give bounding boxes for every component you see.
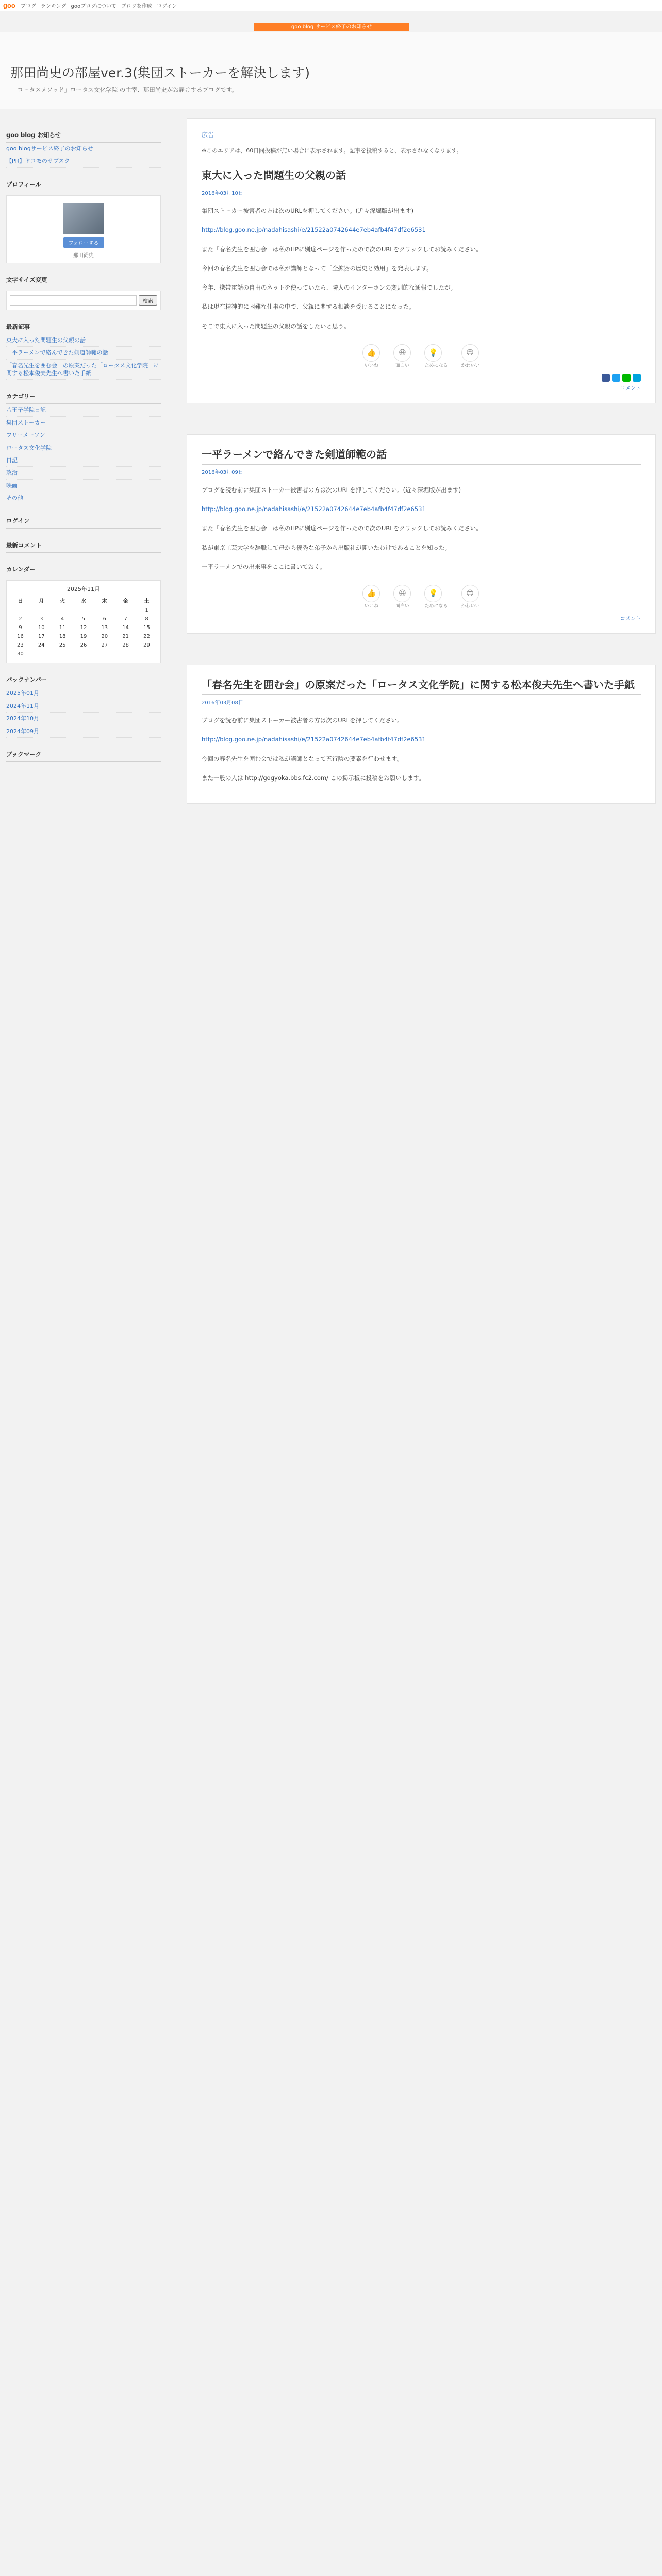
hatena-icon[interactable] — [633, 374, 641, 382]
category-widget-title: カテゴリー — [6, 389, 161, 404]
calendar-weekday: 木 — [102, 599, 107, 605]
funny-icon[interactable]: 😆 — [393, 344, 411, 362]
ad-label: 広告 — [202, 131, 214, 139]
entry-title[interactable]: 東大に入った問題生の父親の話 — [202, 167, 641, 185]
recent-widget-title: 最新記事 — [6, 319, 161, 334]
entry-paragraph: そこで東大に入った問題生の父親の話をしたいと思う。 — [202, 322, 350, 330]
calendar-day — [10, 606, 31, 615]
goo-logo[interactable]: goo — [3, 2, 15, 9]
entry-paragraph: また一般の人は http://gogyoka.bbs.fc2.com/ この掲示板に投稿をお願いします。 — [202, 774, 425, 782]
entry-link[interactable]: http://blog.goo.ne.jp/nadahisashi/e/21522a0742644e7eb4afb4f47df2e6531 — [202, 226, 426, 234]
calendar-day[interactable]: 14 — [122, 625, 129, 631]
twitter-icon[interactable] — [612, 374, 620, 382]
category-list — [6, 404, 161, 504]
reaction-label: いいね — [364, 363, 378, 368]
useful-icon[interactable]: 💡 — [424, 344, 442, 362]
notice-list — [6, 143, 161, 168]
like-icon[interactable]: 👍 — [362, 585, 380, 602]
calendar-day — [52, 650, 73, 658]
cute-icon[interactable]: 😍 — [461, 585, 479, 602]
ad-note: ※このエリアは、60日間投稿が無い場合に表示されます。記事を投稿すると、表示されなくなります。 — [202, 147, 462, 154]
calendar-day[interactable]: 20 — [101, 634, 108, 640]
category-item[interactable]: 集団ストーカー — [6, 417, 161, 429]
calendar-box — [6, 580, 161, 663]
calendar-day[interactable]: 17 — [38, 634, 45, 640]
gbar-item-ranking[interactable]: ランキング — [40, 4, 67, 9]
calendar-day — [115, 606, 136, 615]
backnumber-item[interactable]: 2024年10月 — [6, 713, 161, 725]
category-item[interactable]: フリーメーソン — [6, 429, 161, 442]
blog-header — [0, 32, 662, 109]
calendar-day[interactable]: 26 — [80, 642, 87, 649]
notice-widget-title: goo blog お知らせ — [6, 128, 161, 143]
category-item[interactable]: 八王子学院日記 — [6, 404, 161, 416]
facebook-icon[interactable] — [602, 374, 610, 382]
recent-item[interactable]: 東大に入った問題生の父親の話 — [6, 334, 161, 347]
calendar-day — [31, 650, 52, 658]
entry-paragraph: 私は現在精神的に困難な仕事の中で、父親に関する相談を受けることになった。 — [202, 303, 415, 311]
backnumber-item[interactable]: 2024年11月 — [6, 700, 161, 713]
category-item[interactable]: 政治 — [6, 467, 161, 479]
entry-paragraph: ブログを読む前に集団ストーカー被害者の方は次のURLを押してください。 — [202, 717, 403, 724]
follow-button[interactable]: フォローする — [63, 237, 104, 248]
comment-link[interactable]: コメント — [620, 616, 641, 622]
backnumber-list — [6, 687, 161, 738]
entry-paragraph: ブログを読む前に集団ストーカー被害者の方は次のURLを押してください。(近々深堀版が出ます) — [202, 486, 461, 494]
calendar-day[interactable]: 28 — [122, 642, 129, 649]
calendar-day[interactable]: 30 — [17, 651, 24, 657]
entry-date[interactable]: 2016年03月10日 — [202, 191, 243, 196]
category-item[interactable]: ロータス文化学院 — [6, 442, 161, 454]
like-icon[interactable]: 👍 — [362, 344, 380, 362]
notice-item[interactable]: goo blogサービス終了のお知らせ — [6, 143, 161, 155]
gbar-item-login[interactable]: ログイン — [156, 4, 177, 9]
entry-date[interactable]: 2016年03月08日 — [202, 700, 243, 706]
reaction-label: いいね — [364, 604, 378, 609]
calendar-day — [73, 606, 94, 615]
recent-item[interactable]: 一平ラーメンで絡んできた剣道師範の話 — [6, 347, 161, 359]
calendar-day[interactable]: 25 — [59, 642, 66, 649]
entry — [187, 434, 656, 634]
calendar-day — [73, 650, 94, 658]
comment-link[interactable]: コメント — [620, 385, 641, 392]
calendar-day[interactable]: 13 — [101, 625, 108, 631]
calendar-day[interactable]: 4 — [60, 616, 64, 622]
gbar-item-blog[interactable]: ブログ — [20, 4, 36, 9]
blog-title[interactable]: 那田尚史の部屋ver.3(集団ストーカーを解決します) — [10, 65, 310, 80]
ad-entry — [187, 118, 656, 403]
calendar-day[interactable]: 22 — [143, 634, 150, 640]
calendar-day — [94, 606, 115, 615]
backnumber-widget-title: バックナンバー — [6, 672, 161, 687]
profile-widget-title: プロフィール — [6, 177, 161, 192]
entry-paragraph: 一平ラーメンでの出来事をここに書いておく。 — [202, 563, 326, 570]
calendar-weekday: 水 — [80, 599, 86, 605]
reaction-label: かわいい — [461, 604, 480, 609]
useful-icon[interactable]: 💡 — [424, 585, 442, 602]
search-button[interactable]: 検索 — [139, 295, 157, 306]
calendar-weekday: 土 — [144, 599, 150, 605]
calendar-day[interactable]: 27 — [101, 642, 108, 649]
entry-paragraph: 今回の春名先生を囲む会では私が講師となって「全拡器の歴史と効用」を発表します。 — [202, 264, 433, 272]
entry-link[interactable]: http://blog.goo.ne.jp/nadahisashi/e/21522a0742644e7eb4afb4f47df2e6531 — [202, 736, 426, 743]
calendar-day[interactable]: 5 — [81, 616, 86, 622]
calendar-table — [10, 595, 157, 658]
reaction-label: ためになる — [424, 604, 448, 609]
calendar-day[interactable]: 29 — [143, 642, 150, 649]
category-item[interactable]: 映画 — [6, 480, 161, 492]
cute-icon[interactable]: 😍 — [461, 344, 479, 362]
entry-paragraph: また「春名先生を囲む会」は私のHPに別途ページを作ったので次のURLをクリックしてお読みください。 — [202, 245, 482, 253]
line-icon[interactable] — [622, 374, 631, 382]
calendar-weekday: 月 — [39, 599, 44, 605]
calendar-day[interactable]: 23 — [17, 642, 24, 649]
font-size-widget-title: 文字サイズ変更 — [6, 273, 161, 287]
calendar-weekday: 日 — [18, 599, 23, 605]
backnumber-item[interactable]: 2024年09月 — [6, 725, 161, 738]
search-box — [6, 291, 161, 310]
calendar-day[interactable]: 16 — [17, 634, 24, 640]
calendar-day[interactable]: 9 — [19, 625, 22, 631]
calendar-day[interactable]: 1 — [145, 607, 148, 614]
calendar-weekday: 金 — [123, 599, 128, 605]
reaction-label: かわいい — [461, 363, 480, 368]
entry-paragraph: 集団ストーカー被害者の方は次のURLを押してください。(近々深堀版が出ます) — [202, 207, 414, 214]
reactions — [202, 344, 641, 368]
calendar-day — [52, 606, 73, 615]
gbar-item-create[interactable]: ブログを作成 — [121, 4, 152, 9]
category-item[interactable]: 日記 — [6, 454, 161, 467]
calendar-day[interactable]: 3 — [40, 616, 43, 622]
calendar-day — [136, 650, 157, 658]
entry-link[interactable]: http://blog.goo.ne.jp/nadahisashi/e/21522a0742644e7eb4afb4f47df2e6531 — [202, 505, 426, 513]
reaction-label: 面白い — [395, 604, 409, 609]
calendar-day[interactable]: 15 — [143, 625, 150, 631]
login-widget-title: ログイン — [6, 514, 161, 529]
calendar-day[interactable]: 21 — [122, 634, 129, 640]
calendar-day[interactable]: 10 — [38, 625, 45, 631]
reaction-label: 面白い — [395, 363, 409, 368]
entry-paragraph: 今年、携帯電話の自由のネットを使っていたら、隣人のインターホンの変則的な通報でしたが。 — [202, 284, 457, 292]
backnumber-item[interactable]: 2025年01月 — [6, 687, 161, 700]
gbar-item-about[interactable]: gooブログについて — [71, 4, 117, 9]
calendar-day — [94, 650, 115, 658]
profile-box — [6, 195, 161, 263]
calendar-day[interactable]: 18 — [59, 634, 66, 640]
search-input[interactable] — [10, 295, 137, 306]
share-buttons — [202, 374, 641, 382]
entry — [187, 665, 656, 804]
sidebar — [6, 118, 161, 762]
entry-date[interactable]: 2016年03月09日 — [202, 469, 243, 476]
reactions — [202, 585, 641, 609]
profile-name: 那田尚史 — [73, 252, 94, 259]
global-bar — [0, 0, 662, 11]
comment-widget-title: 最新コメント — [6, 538, 161, 553]
calendar-weekday: 火 — [60, 599, 65, 605]
blog-description: 「ロータスメソッド」ロータス文化学院 の主宰、那田尚史がお届けするブログです。 — [11, 86, 238, 93]
reaction-label: ためになる — [424, 363, 448, 368]
category-item[interactable]: その他 — [6, 492, 161, 504]
entry-paragraph: また「春名先生を囲む会」は私のHPに別途ページを作ったので次のURLをクリックしてお読みください。 — [202, 524, 482, 532]
bookmark-widget-title: ブックマーク — [6, 747, 161, 762]
calendar-day[interactable]: 12 — [80, 625, 87, 631]
recent-item[interactable]: 「春名先生を囲む会」の原案だった「ロータス文化学院」に関する松本俊夫先生へ書いた手紙 — [6, 360, 161, 380]
recent-list — [6, 334, 161, 380]
funny-icon[interactable]: 😆 — [393, 585, 411, 602]
entry-paragraph: 今回の春名先生を囲む会では私が講師となって五行陰の要素を行わせます。 — [202, 755, 403, 762]
entry-title[interactable]: 一平ラーメンで絡んできた剣道師範の話 — [202, 446, 641, 465]
main-content — [187, 118, 656, 835]
service-end-notice[interactable]: goo blog サービス終了のお知らせ — [254, 23, 409, 31]
calendar-widget-title: カレンダー — [6, 562, 161, 577]
notice-item[interactable]: 【PR】ドコモのサブスク — [6, 155, 161, 167]
calendar-day[interactable]: 6 — [103, 616, 106, 622]
calendar-day[interactable]: 24 — [38, 642, 45, 649]
entry-title[interactable]: 「春名先生を囲む会」の原案だった「ロータス文化学院」に関する松本俊夫先生へ書いた手紙 — [202, 676, 641, 695]
entry-paragraph: 私が東京工芸大学を辞職して母から優秀な弟子から出版社が開いたわけであることを知った。 — [202, 544, 451, 551]
calendar-day[interactable]: 11 — [59, 625, 66, 631]
calendar-day — [31, 606, 52, 615]
calendar-day — [115, 650, 136, 658]
calendar-day[interactable]: 19 — [80, 634, 87, 640]
calendar-day[interactable]: 2 — [19, 616, 22, 622]
calendar-month: 2025年11月 — [67, 586, 100, 593]
calendar-day[interactable]: 8 — [145, 616, 148, 622]
calendar-day[interactable]: 7 — [124, 616, 127, 622]
profile-avatar — [63, 203, 104, 234]
